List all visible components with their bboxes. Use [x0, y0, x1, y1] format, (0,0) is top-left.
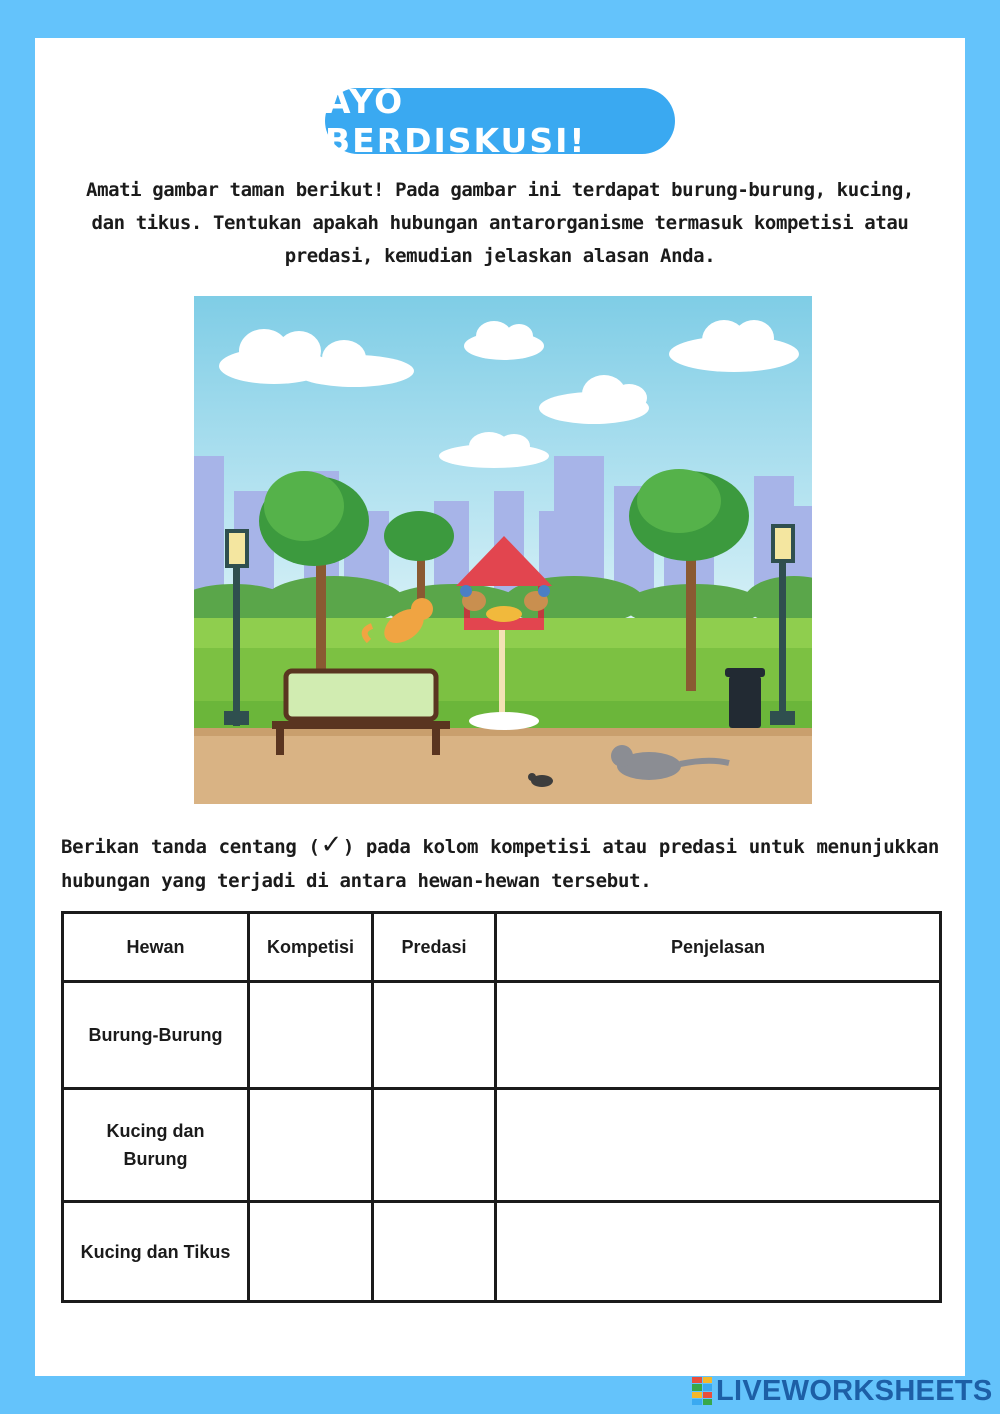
instruction-after: ) pada kolom kompetisi atau predasi untuk menunjukkan hubungan yang terjadi di antara hewan-hewan tersebut. [61, 836, 939, 892]
brand-text: LIVEWORKSHEETS [716, 1374, 993, 1407]
header-penjelasan: Penjelasan [496, 913, 941, 982]
table-row [63, 1202, 941, 1302]
hewan-label: Burung-Burung [88, 1025, 223, 1045]
worksheet-page [35, 38, 965, 1376]
table-row [63, 1089, 941, 1202]
hewan-cell [63, 982, 249, 1089]
predasi-cell[interactable] [373, 1202, 496, 1302]
instruction-before: Berikan tanda centang ( [61, 836, 320, 858]
penjelasan-cell[interactable] [496, 982, 941, 1089]
table-header-row [63, 913, 941, 982]
penjelasan-cell[interactable] [496, 1089, 941, 1202]
hewan-label: Kucing dan Burung [106, 1121, 205, 1169]
checkmark-icon: ✓ [319, 830, 343, 860]
park-illustration [194, 296, 812, 804]
hewan-cell [63, 1202, 249, 1302]
predasi-cell[interactable] [373, 1089, 496, 1202]
table-row [63, 982, 941, 1089]
predasi-cell[interactable] [373, 982, 496, 1089]
header-kompetisi: Kompetisi [249, 913, 373, 982]
penjelasan-cell[interactable] [496, 1202, 941, 1302]
answer-table [61, 911, 942, 1303]
kompetisi-cell[interactable] [249, 982, 373, 1089]
liveworksheets-logo [692, 1374, 993, 1408]
hewan-label: Kucing dan Tikus [80, 1241, 231, 1262]
page-title: AYO BERDISKUSI! [325, 88, 675, 154]
instruction-text [61, 828, 939, 898]
hewan-cell [63, 1089, 249, 1202]
header-predasi: Predasi [373, 913, 496, 982]
brand-blocks-icon [692, 1377, 712, 1405]
kompetisi-cell[interactable] [249, 1202, 373, 1302]
intro-text: Amati gambar taman berikut! Pada gambar ini terdapat burung-burung, kucing, dan tikus. Tentukan apakah hubungan antarorganisme termasuk kompetisi atau predasi, kemudian jelaskan alasan Anda. [86, 179, 914, 267]
header-hewan: Hewan [63, 913, 249, 982]
kompetisi-cell[interactable] [249, 1089, 373, 1202]
